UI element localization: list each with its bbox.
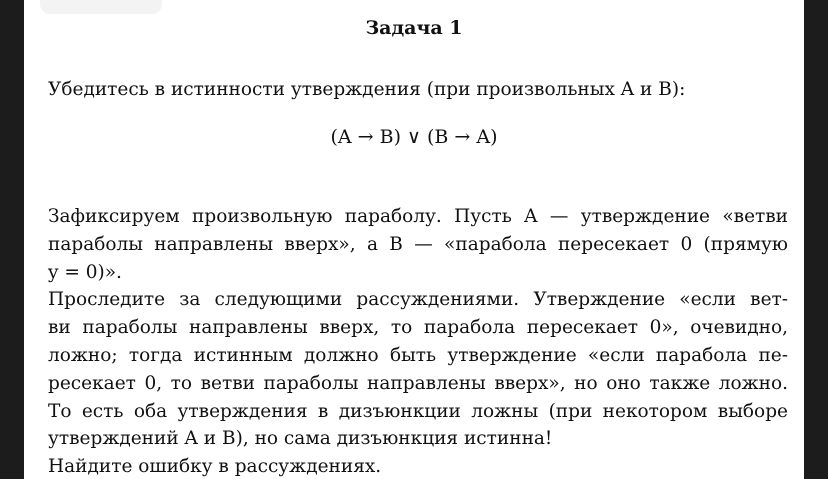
task-intro: Убедитесь в истинности утверждения (при произвольных A и B): [48, 79, 686, 100]
body-line: y = 0)». [48, 261, 122, 283]
body-line: Найдите ошибку в рассуждениях. [48, 456, 382, 478]
body-line: ложно; тогда истинным должно быть утверждение «если парабола пе- [48, 344, 788, 366]
body-line: То есть оба утверждения в дизъюнкции ложны (при некотором выборе [48, 400, 788, 422]
task-formula: (A → B) ∨ (B → A) [330, 126, 498, 148]
body-line: ресекает 0, то ветви параболы направлены вверх», но оно также ложно. [48, 372, 788, 394]
body-line: ви параболы направлены вверх, то парабола пересекает 0», очевидно, [48, 317, 788, 339]
body-line: утверждений A и B), но сама дизъюнкция истинна! [48, 428, 553, 450]
task-body [48, 203, 788, 479]
tab-shape [40, 0, 162, 14]
task-title: Задача 1 [365, 17, 463, 39]
document-page [24, 0, 804, 479]
body-line: Зафиксируем произвольную параболу. Пусть A — утверждение «ветви [48, 206, 788, 227]
body-line: Проследите за следующими рассуждениями. Утверждение «если вет- [48, 289, 788, 311]
body-line: параболы направлены вверх», а B — «парабола пересекает 0 (прямую [48, 233, 788, 255]
